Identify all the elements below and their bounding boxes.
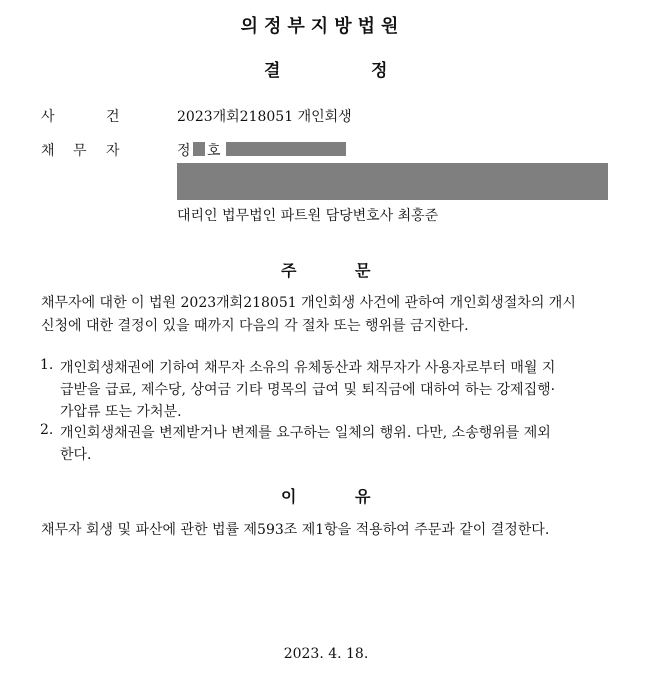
order-heading-char-2: 문 — [355, 261, 371, 280]
doc-title-char-1: 결 — [264, 61, 281, 81]
reason-heading-char-1: 이 — [281, 487, 297, 506]
item-2-number: 2. — [40, 422, 54, 438]
debtor-label-char-1: 채 — [41, 143, 55, 159]
item-1-number: 1. — [40, 357, 54, 373]
case-label-char-2: 건 — [106, 109, 120, 125]
item-1-line-3: 가압류 또는 가처분. — [60, 404, 182, 420]
decision-date: 2023. 4. 18. — [283, 646, 369, 662]
agent-line: 대리인 법무법인 파트원 담당변호사 최홍준 — [177, 208, 439, 224]
debtor-label-char-2: 무 — [73, 143, 87, 159]
court-name: 의정부지방법원 — [240, 16, 405, 37]
reason-heading-char-2: 유 — [355, 487, 371, 506]
redaction-id — [226, 142, 346, 156]
debtor-label-char-3: 자 — [106, 143, 120, 159]
case-number: 2023개회218051 개인회생 — [177, 109, 352, 125]
reason-text: 채무자 회생 및 파산에 관한 법률 제593조 제1항을 적용하여 주문과 같이 결정한다. — [41, 522, 550, 538]
redaction-address — [177, 163, 608, 200]
item-2-line-2: 한다. — [60, 447, 92, 463]
debtor-name-first: 정 — [177, 143, 191, 159]
doc-title-char-2: 정 — [371, 61, 388, 81]
item-1-line-2: 급받을 급료, 제수당, 상여금 기타 명목의 급여 및 퇴직금에 대하여 하는 강제집행· — [60, 382, 556, 398]
item-1-line-1: 개인회생채권에 기하여 채무자 소유의 유체동산과 채무자가 사용자로부터 매월 지 — [60, 360, 556, 376]
order-heading-char-1: 주 — [281, 261, 297, 280]
debtor-name-last: 호 — [207, 143, 221, 159]
order-text-line-2: 신청에 대한 결정이 있을 때까지 다음의 각 절차 또는 행위를 금지한다. — [41, 318, 469, 334]
item-2-line-1: 개인회생채권을 변제받거나 변제를 요구하는 일체의 행위. 다만, 소송행위를 제외 — [60, 425, 551, 441]
redaction-name — [193, 142, 205, 156]
case-label-char-1: 사 — [41, 109, 55, 125]
order-text-line-1: 채무자에 대한 이 법원 2023개회218051 개인회생 사건에 관하여 개인회생절차의 개시 — [41, 295, 576, 311]
